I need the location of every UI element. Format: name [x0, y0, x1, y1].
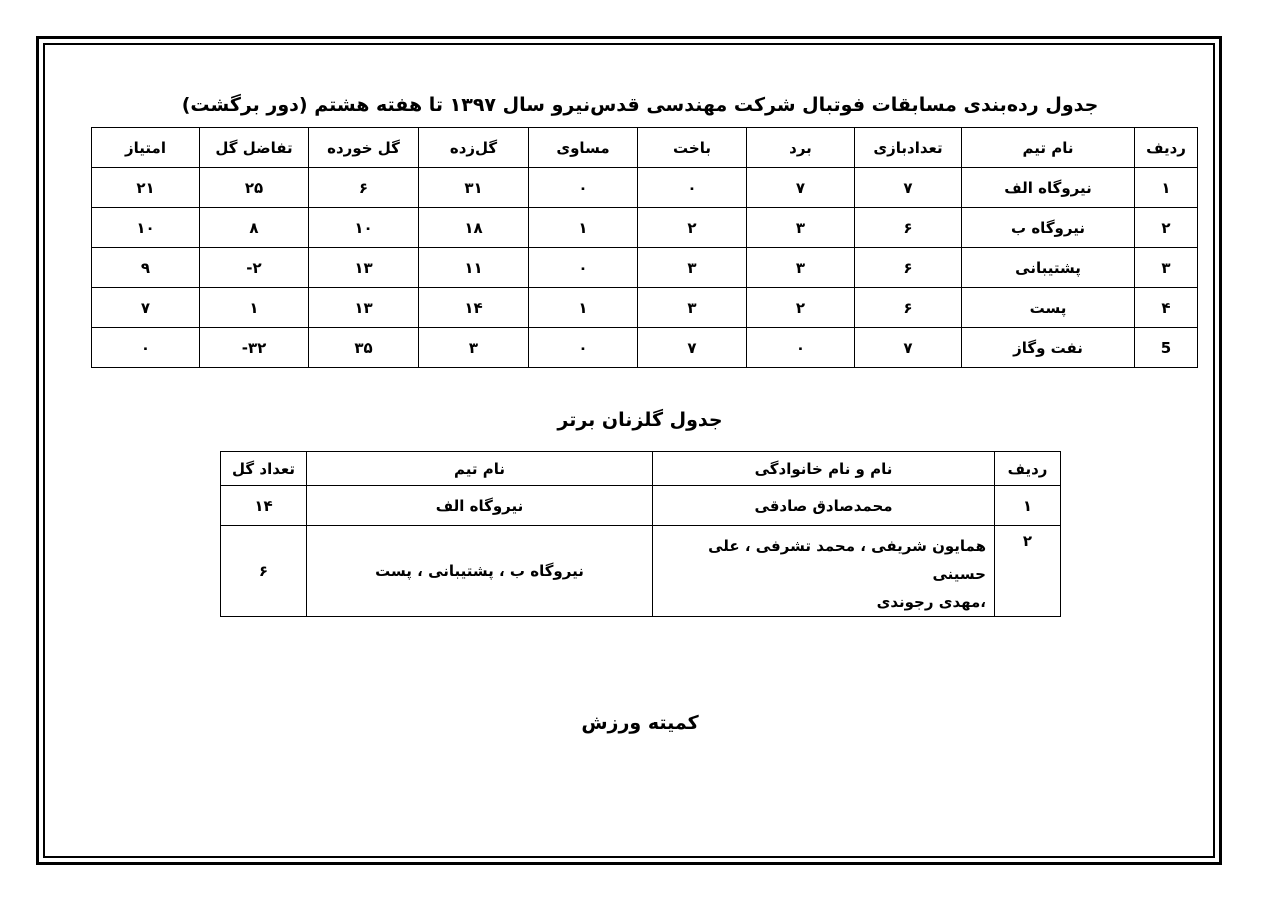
standings-table: [91, 127, 1198, 368]
cell-goals-against: ۳۵: [309, 328, 419, 368]
cell-team: نیروگاه ب: [962, 208, 1135, 248]
player-names-line-1: همایون شریفی ، محمد تشرفی ، علی حسینی: [708, 537, 986, 583]
cell-drawn: ۰: [529, 248, 638, 288]
cell-goals-against: ۱۳: [309, 248, 419, 288]
cell-lost: ۳: [638, 288, 747, 328]
cell-drawn: ۱: [529, 208, 638, 248]
cell-won: ۳: [747, 248, 855, 288]
scorers-header-row: [221, 452, 1061, 486]
table-row: [92, 168, 1198, 208]
table-row: [221, 486, 1061, 526]
cell-points: ۲۱: [92, 168, 200, 208]
cell-team: پشتیبانی: [962, 248, 1135, 288]
standings-title: جدول رده‌بندی مسابقات فوتبال شرکت مهندسی قدس‌نیرو سال ۱۳۹۷ تا هفته هشتم (دور برگشت): [181, 94, 1099, 116]
cell-lost: ۰: [638, 168, 747, 208]
cell-rank: ۲: [1135, 208, 1198, 248]
header-player-name: نام و نام خانوادگی: [653, 452, 995, 486]
player-names-line-2: ،مهدی رجوندی: [876, 593, 986, 611]
cell-team: نیروگاه الف: [307, 486, 653, 526]
header-rank: ردیف: [995, 452, 1061, 486]
table-row: [92, 288, 1198, 328]
cell-played: ۶: [855, 288, 962, 328]
header-goals-against: گل خورده: [309, 128, 419, 168]
cell-team: نیروگاه الف: [962, 168, 1135, 208]
header-drawn: مساوی: [529, 128, 638, 168]
cell-rank: ۱: [1135, 168, 1198, 208]
cell-drawn: ۰: [529, 328, 638, 368]
cell-rank: ۴: [1135, 288, 1198, 328]
cell-team: پست: [962, 288, 1135, 328]
top-scorers-table: [220, 451, 1061, 617]
cell-rank: ۳: [1135, 248, 1198, 288]
cell-drawn: ۱: [529, 288, 638, 328]
footer-signature: کمیته ورزش: [581, 712, 699, 734]
cell-goal-difference: ۲۵: [200, 168, 309, 208]
cell-goals-for: ۳۱: [419, 168, 529, 208]
cell-goal-count: ۱۴: [221, 486, 307, 526]
header-played: تعدادبازی: [855, 128, 962, 168]
header-goals-for: گل‌زده: [419, 128, 529, 168]
cell-player-name: [653, 526, 995, 617]
header-team: نام تیم: [307, 452, 653, 486]
cell-goals-against: ۱۰: [309, 208, 419, 248]
cell-team: نفت وگاز: [962, 328, 1135, 368]
cell-rank: 5: [1135, 328, 1198, 368]
cell-team: نیروگاه ب ، پشتیبانی ، پست: [307, 526, 653, 617]
cell-points: ۷: [92, 288, 200, 328]
cell-played: ۷: [855, 168, 962, 208]
cell-played: ۶: [855, 248, 962, 288]
cell-played: ۷: [855, 328, 962, 368]
table-row: [221, 526, 1061, 617]
cell-won: ۳: [747, 208, 855, 248]
cell-lost: ۲: [638, 208, 747, 248]
cell-lost: ۳: [638, 248, 747, 288]
cell-rank: ۲: [995, 526, 1061, 617]
cell-lost: ۷: [638, 328, 747, 368]
cell-goals-for: ۱۱: [419, 248, 529, 288]
table-row: [92, 328, 1198, 368]
cell-drawn: ۰: [529, 168, 638, 208]
cell-goals-against: ۶: [309, 168, 419, 208]
cell-goals-for: ۳: [419, 328, 529, 368]
cell-points: ۰: [92, 328, 200, 368]
header-goal-difference: تفاضل گل: [200, 128, 309, 168]
table-row: [92, 208, 1198, 248]
cell-points: ۹: [92, 248, 200, 288]
table-row: [92, 248, 1198, 288]
cell-played: ۶: [855, 208, 962, 248]
cell-goals-for: ۱۴: [419, 288, 529, 328]
cell-goal-difference: ۲-: [200, 248, 309, 288]
header-points: امتیاز: [92, 128, 200, 168]
cell-goals-against: ۱۳: [309, 288, 419, 328]
cell-goals-for: ۱۸: [419, 208, 529, 248]
cell-player-name: محمدصادق صادقی: [653, 486, 995, 526]
header-rank: ردیف: [1135, 128, 1198, 168]
cell-rank: ۱: [995, 486, 1061, 526]
cell-won: ۰: [747, 328, 855, 368]
cell-won: ۲: [747, 288, 855, 328]
cell-won: ۷: [747, 168, 855, 208]
cell-points: ۱۰: [92, 208, 200, 248]
header-won: برد: [747, 128, 855, 168]
cell-goal-difference: ۳۲-: [200, 328, 309, 368]
header-team: نام تیم: [962, 128, 1135, 168]
cell-goal-difference: ۸: [200, 208, 309, 248]
standings-header-row: [92, 128, 1198, 168]
scorers-title: جدول گلزنان برتر: [557, 409, 723, 431]
cell-goal-difference: ۱: [200, 288, 309, 328]
header-goal-count: تعداد گل: [221, 452, 307, 486]
cell-goal-count: ۶: [221, 526, 307, 617]
header-lost: باخت: [638, 128, 747, 168]
